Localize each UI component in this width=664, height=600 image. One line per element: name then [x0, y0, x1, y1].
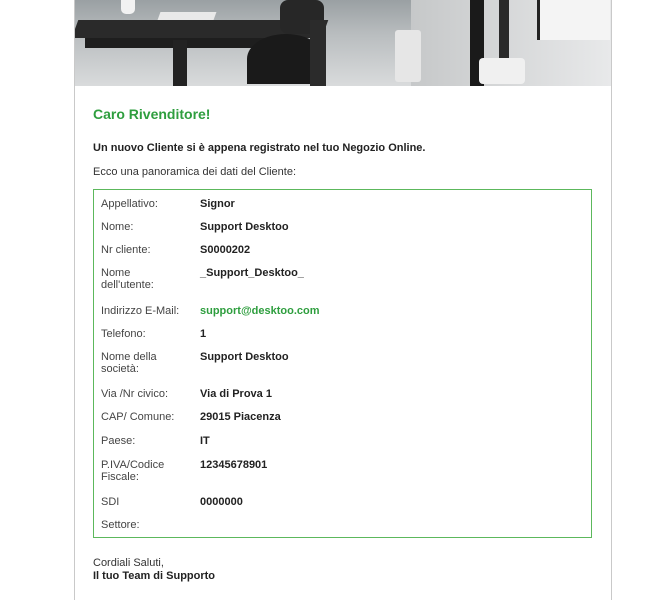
field-value: Signor: [200, 198, 235, 210]
field-label: SDI: [101, 496, 120, 508]
email-container: [74, 0, 612, 600]
field-label: Via /Nr civico:: [101, 388, 169, 400]
field-label: Paese:: [101, 435, 136, 447]
closing-line: Cordiali Saluti,: [93, 557, 164, 569]
customer-data-table: [93, 189, 592, 538]
field-value: Via di Prova 1: [200, 388, 272, 400]
field-label: Appellativo:: [101, 198, 158, 210]
field-label: Nome:: [101, 221, 134, 233]
field-value: 1: [200, 328, 207, 340]
intro-text: Un nuovo Cliente si è appena registrato nel tuo Negozio Online.: [93, 142, 426, 154]
field-label: P.IVA/Codice Fiscale:: [101, 459, 165, 483]
field-value: S0000202: [200, 244, 251, 256]
field-label: Nr cliente:: [101, 244, 151, 256]
field-value: 12345678901: [200, 459, 268, 471]
field-value: _Support_Desktoo_: [200, 267, 304, 279]
field-label: CAP/ Comune:: [101, 411, 175, 423]
email-link[interactable]: support@desktoo.com: [200, 305, 320, 317]
overview-text: Ecco una panoramica dei dati del Cliente:: [93, 166, 297, 178]
office-banner-image: [75, 0, 611, 86]
field-label: Telefono:: [101, 328, 146, 340]
field-label: Nome della società:: [101, 351, 157, 375]
field-label: Nome dell'utente:: [101, 267, 154, 291]
field-value: 0000000: [200, 496, 243, 508]
signature: Il tuo Team di Supporto: [93, 570, 216, 582]
field-label: Indirizzo E-Mail:: [101, 305, 180, 317]
field-label: Settore:: [101, 519, 140, 531]
field-value: IT: [200, 435, 210, 447]
field-value: 29015 Piacenza: [200, 411, 281, 423]
closing-block: [93, 557, 215, 583]
field-value: Support Desktoo: [200, 221, 289, 233]
greeting-heading: Caro Rivenditore!: [93, 106, 211, 122]
field-value: Support Desktoo: [200, 351, 289, 363]
